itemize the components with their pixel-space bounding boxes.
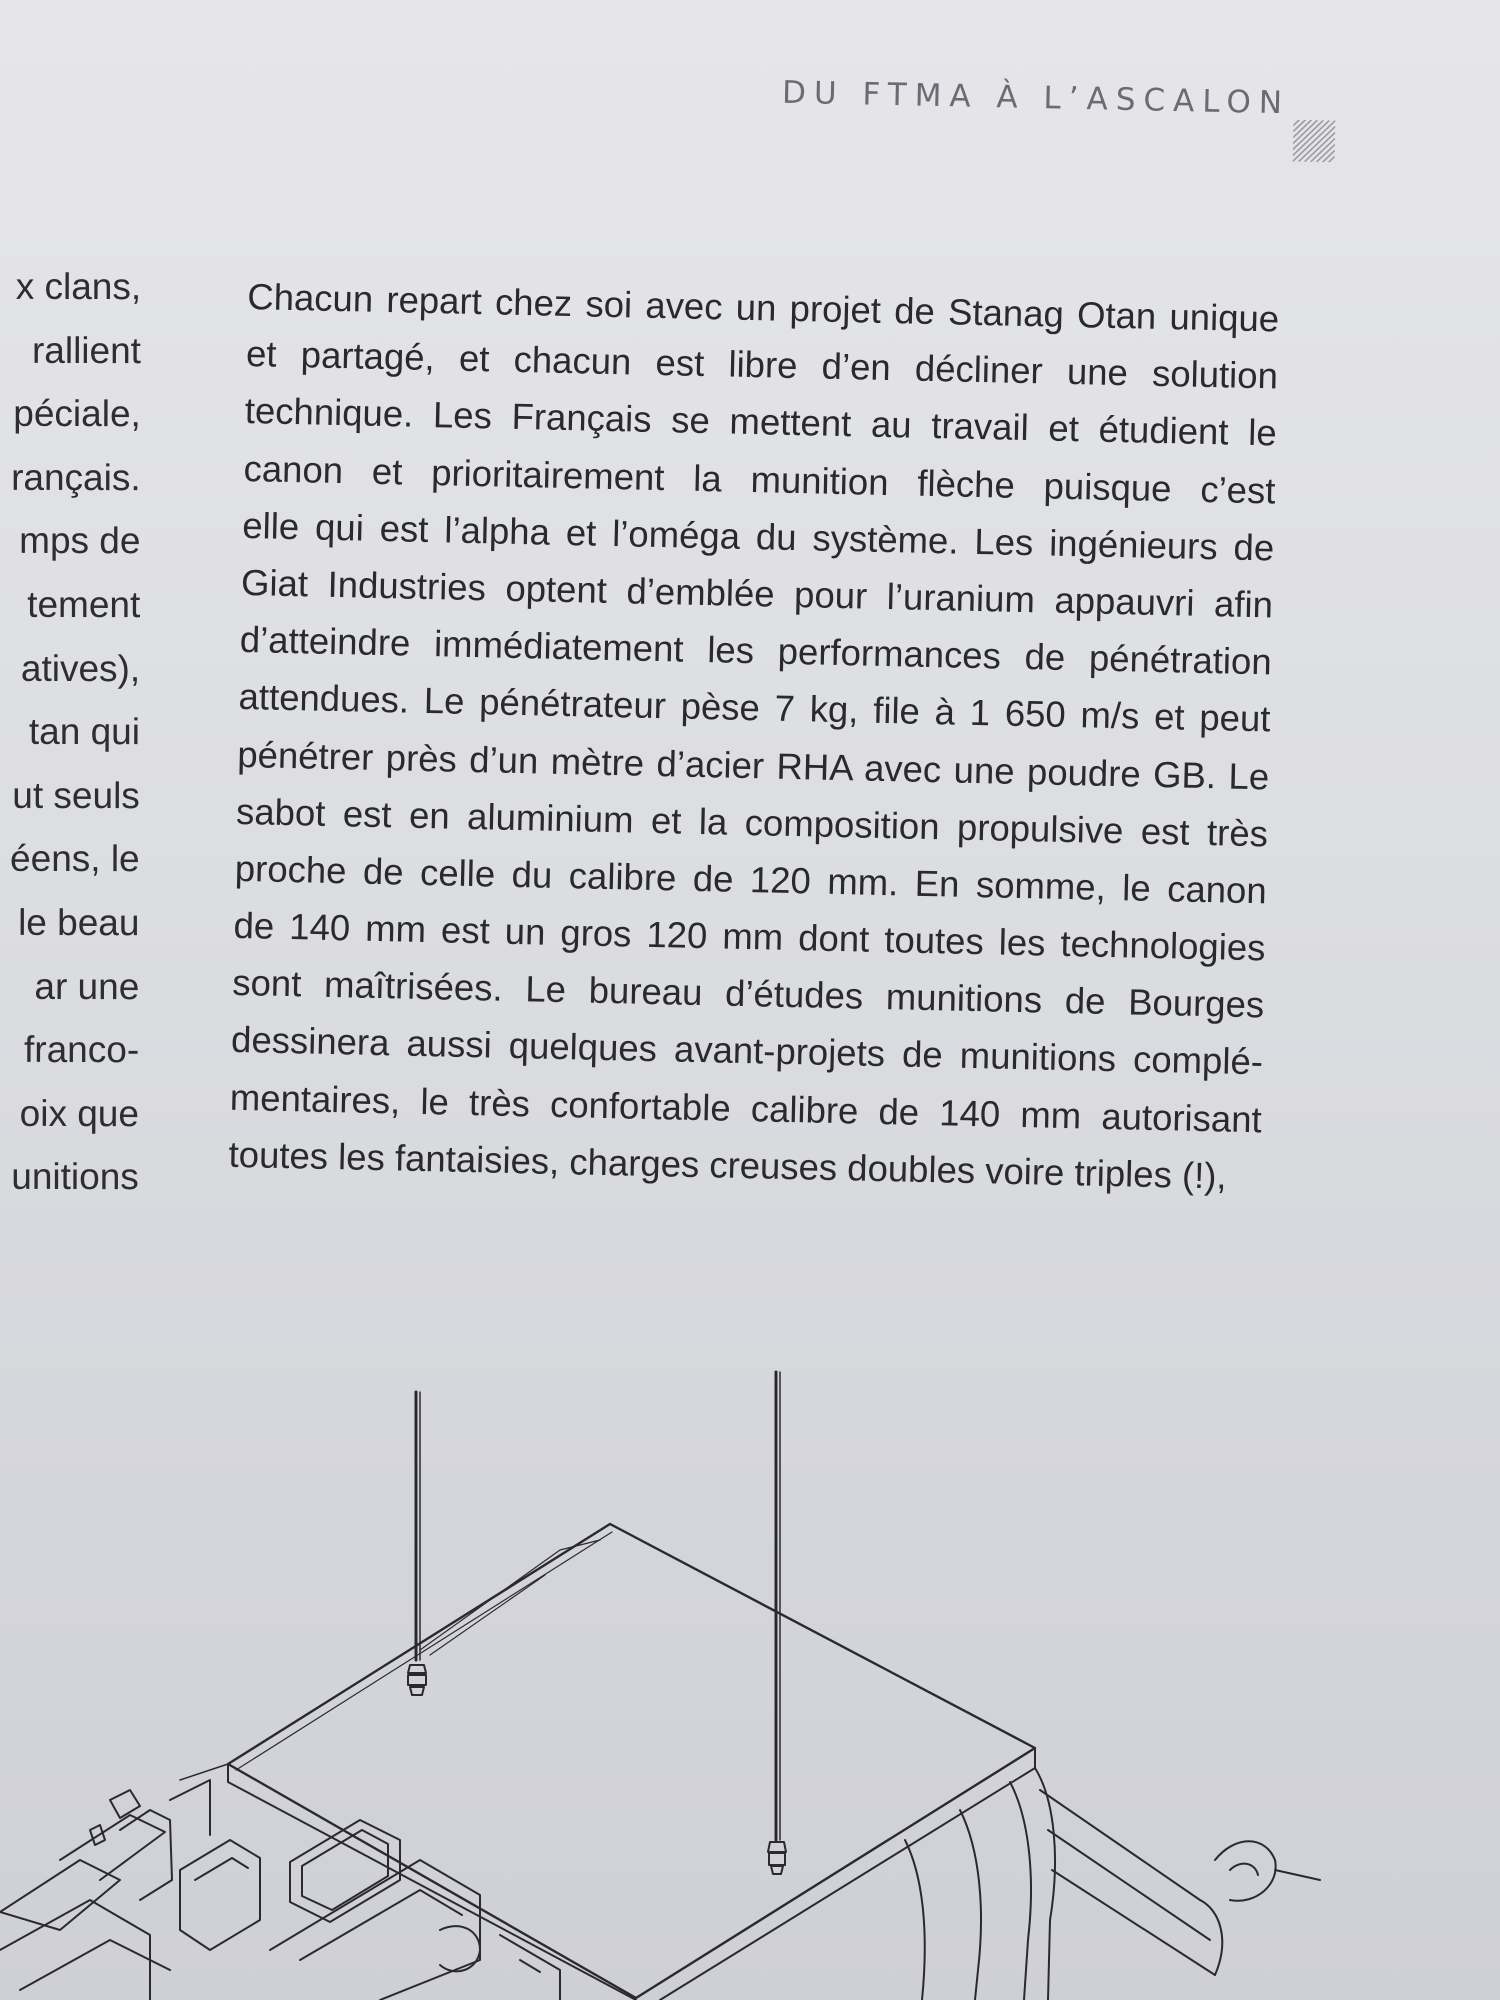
body-line: dessinera aussi quelques avant-projets de munitions complé- (230, 1019, 1264, 1083)
body-line: toutes les fantaisies, charges creuses doubles voire triples (!), (228, 1133, 1228, 1197)
left-line: x clans, (15, 265, 142, 308)
body-line: et partagé, et chacun est libre d’en décliner une solution (245, 333, 1279, 397)
body-line: sont maîtrisées. Le bureau d’études munitions de Bourges (231, 962, 1265, 1026)
antenna-right (768, 1372, 786, 1874)
main-text-column (228, 268, 1280, 1205)
left-line: rançais. (11, 456, 141, 498)
hatched-square-ornament (1293, 120, 1336, 163)
body-line: Giat Industries optent d’emblée pour l’uranium appauvri afin (240, 561, 1274, 626)
left-line: rallient (31, 329, 142, 371)
running-header: DU FTMA À L’ASCALON (781, 74, 1291, 122)
left-line: ut seuls (12, 774, 140, 816)
body-line: d’atteindre immédiatement les performances de pénétration (239, 619, 1273, 683)
left-line: unitions (11, 1156, 139, 1198)
left-line: tement (27, 583, 141, 626)
body-line: attendues. Le pénétrateur pèse 7 kg, file à 1 650 m/s et peut (238, 676, 1271, 740)
left-line: péciale, (13, 393, 141, 435)
body-line: proche de celle du calibre de 120 mm. En somme, le canon (234, 847, 1268, 912)
left-line: ar une (34, 965, 140, 1007)
tank-turret-drawing (0, 1360, 1500, 2000)
body-line: de 140 mm est un gros 120 mm dont toutes les technologies (233, 904, 1266, 969)
left-line: atives), (20, 647, 141, 689)
body-line: Chacun repart chez soi avec un projet de Stanag Otan unique (246, 275, 1280, 340)
body-line: sabot est en aluminium et la composition propulsive est très (235, 790, 1269, 855)
left-line: franco- (23, 1029, 140, 1071)
left-line: tan qui (28, 711, 141, 753)
left-line: le beau (18, 901, 140, 944)
left-line: oix que (19, 1092, 140, 1134)
body-line: pénétrer près d’un mètre d’acier RHA avec une poudre GB. Le (236, 733, 1270, 797)
left-column-fragment (0, 255, 141, 1209)
body-line: mentaires, le très confortable calibre de 140 mm autorisant (229, 1076, 1263, 1140)
left-line: éens, le (10, 838, 140, 880)
body-line: canon et prioritairement la munition flèche puisque c’est (243, 447, 1276, 512)
body-line: elle qui est l’alpha et l’oméga du système. Les ingénieurs de (241, 504, 1275, 569)
body-line: technique. Les Français se mettent au travail et étudient le (244, 390, 1278, 454)
left-line: mps de (19, 520, 141, 562)
